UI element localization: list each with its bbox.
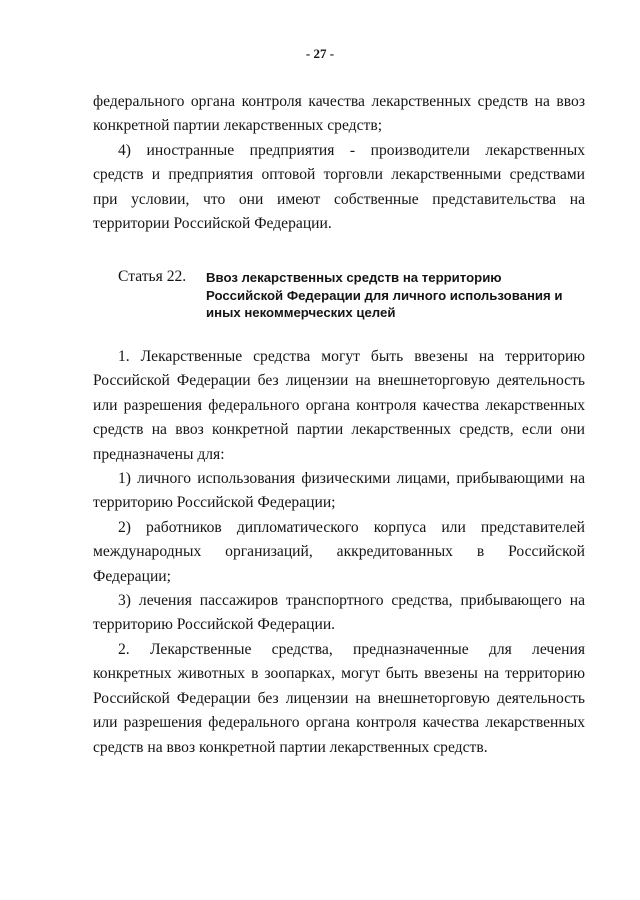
text-line: 1. Лекарственные средства могут быть ввезены на территорию xyxy=(118,348,585,365)
text-line: при условии, что они имеют собственные представительства на xyxy=(93,190,585,208)
text-line: федерального органа контроля качества лекарственных средств на ввоз xyxy=(93,93,585,110)
text-line: или разрешения федерального органа контроля качества лекарственных xyxy=(93,396,585,414)
body-paragraphs xyxy=(93,345,585,760)
text-line: 1) личного использования физическими лицами, прибывающими на xyxy=(118,470,585,488)
text-line: предназначены для: xyxy=(93,445,225,463)
text-line: международных организаций, аккредитованных в Российской xyxy=(93,543,585,561)
text-line: средств на ввоз конкретной партии лекарственных средств, если они xyxy=(93,421,585,439)
text-line: Российской Федерации без лицензии на внешнеторговую деятельность xyxy=(93,372,585,390)
text-line: Российской Федерации без лицензии на внешнеторговую деятельность xyxy=(93,689,585,707)
text-line: средств и предприятия оптовой торговли лекарственными средствами xyxy=(93,166,585,184)
article-title-line: Ввоз лекарственных средств на территорию xyxy=(206,270,502,285)
text-line: территории Российской Федерации. xyxy=(93,215,332,233)
text-line: 2) работников дипломатического корпуса или представителей xyxy=(118,518,585,536)
text-line: или разрешения федерального органа контроля качества лекарственных xyxy=(93,714,585,732)
text-line: конкретной партии лекарственных средств; xyxy=(93,117,383,135)
article-title-line: Российской Федерации для личного использования и xyxy=(206,287,563,303)
top-paragraphs xyxy=(93,90,585,236)
text-line: средств на ввоз конкретной партии лекарственных средств. xyxy=(93,738,488,756)
article-number: Статья 22. xyxy=(118,268,187,285)
text-line: конкретных животных в зоопарках, могут быть ввезены на территорию xyxy=(93,665,585,683)
page-number: - 27 - xyxy=(305,46,335,61)
text-line: 2. Лекарственные средства, предназначенные для лечения xyxy=(118,640,585,658)
article-title-line: иных некоммерческих целей xyxy=(206,305,396,321)
text-line: 3) лечения пассажиров транспортного средства, прибывающего на xyxy=(118,592,585,610)
text-line: территорию Российской Федерации; xyxy=(93,494,336,512)
text-line: 4) иностранные предприятия - производители лекарственных xyxy=(118,141,585,159)
text-line: территорию Российской Федерации. xyxy=(93,616,336,634)
text-line: Федерации; xyxy=(93,567,171,585)
article-title xyxy=(206,269,586,322)
